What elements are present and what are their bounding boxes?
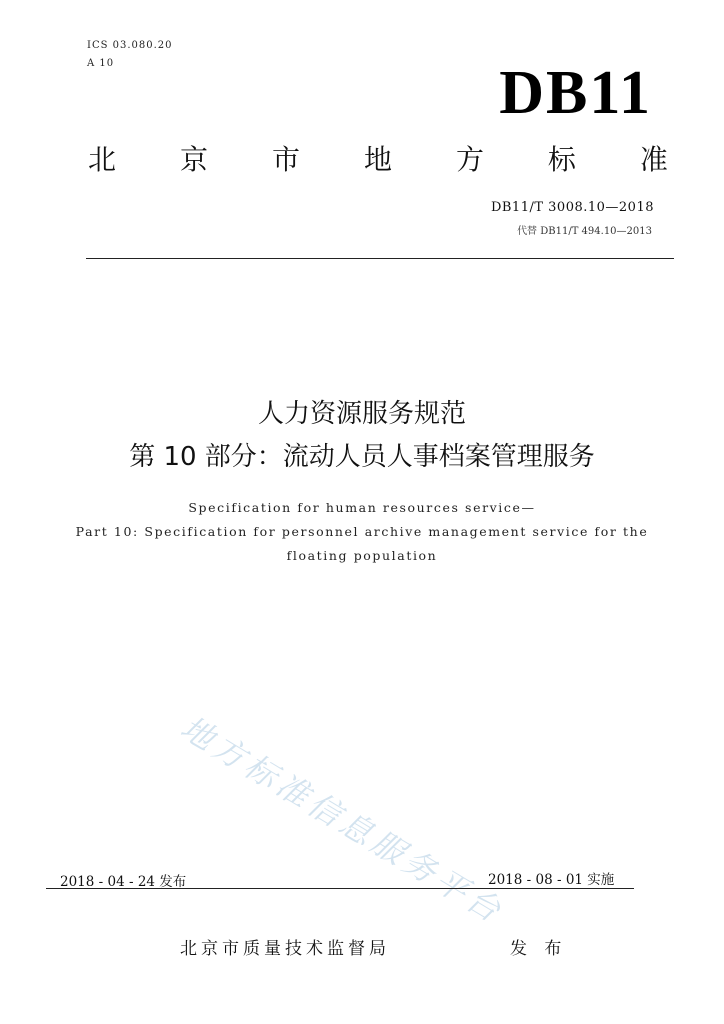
issue-label: 发 布: [510, 939, 568, 959]
replaces-standard: 代替 DB11/T 494.10—2013: [517, 226, 652, 237]
standard-type-char: 市: [271, 143, 300, 176]
issuing-authority: 北京市质量技术监督局: [180, 939, 390, 959]
standard-type: [88, 138, 668, 178]
standard-type-char: 京: [179, 143, 208, 176]
standard-type-char: 标: [547, 143, 576, 176]
classification-code: A 10: [87, 58, 115, 69]
standard-type-char: 准: [639, 143, 668, 176]
english-title-line: Part 10: Specification for personnel archive management service for the: [75, 524, 649, 539]
db11-logo: DB11: [499, 59, 652, 127]
footer-divider: [46, 888, 634, 889]
title-main: 人力资源服务规范: [257, 399, 466, 429]
header-divider: [86, 258, 674, 259]
standard-type-char: 地: [363, 143, 392, 176]
standard-type-char: 方: [455, 143, 484, 176]
title-part: 第 10 部分：流动人员人事档案管理服务: [129, 442, 595, 472]
publish-date: 2018 - 04 - 24 发布: [60, 874, 187, 890]
english-title-line: Specification for human resources service—: [188, 500, 536, 515]
english-title-line: floating population: [286, 548, 438, 563]
watermark: 地方标准信息服务平台: [174, 708, 511, 932]
standard-type-char: 北: [88, 143, 117, 176]
standard-number: DB11/T 3008.10—2018: [490, 200, 654, 215]
ics-code: ICS 03.080.20: [87, 40, 173, 51]
implementation-date: 2018 - 08 - 01 实施: [488, 872, 615, 888]
